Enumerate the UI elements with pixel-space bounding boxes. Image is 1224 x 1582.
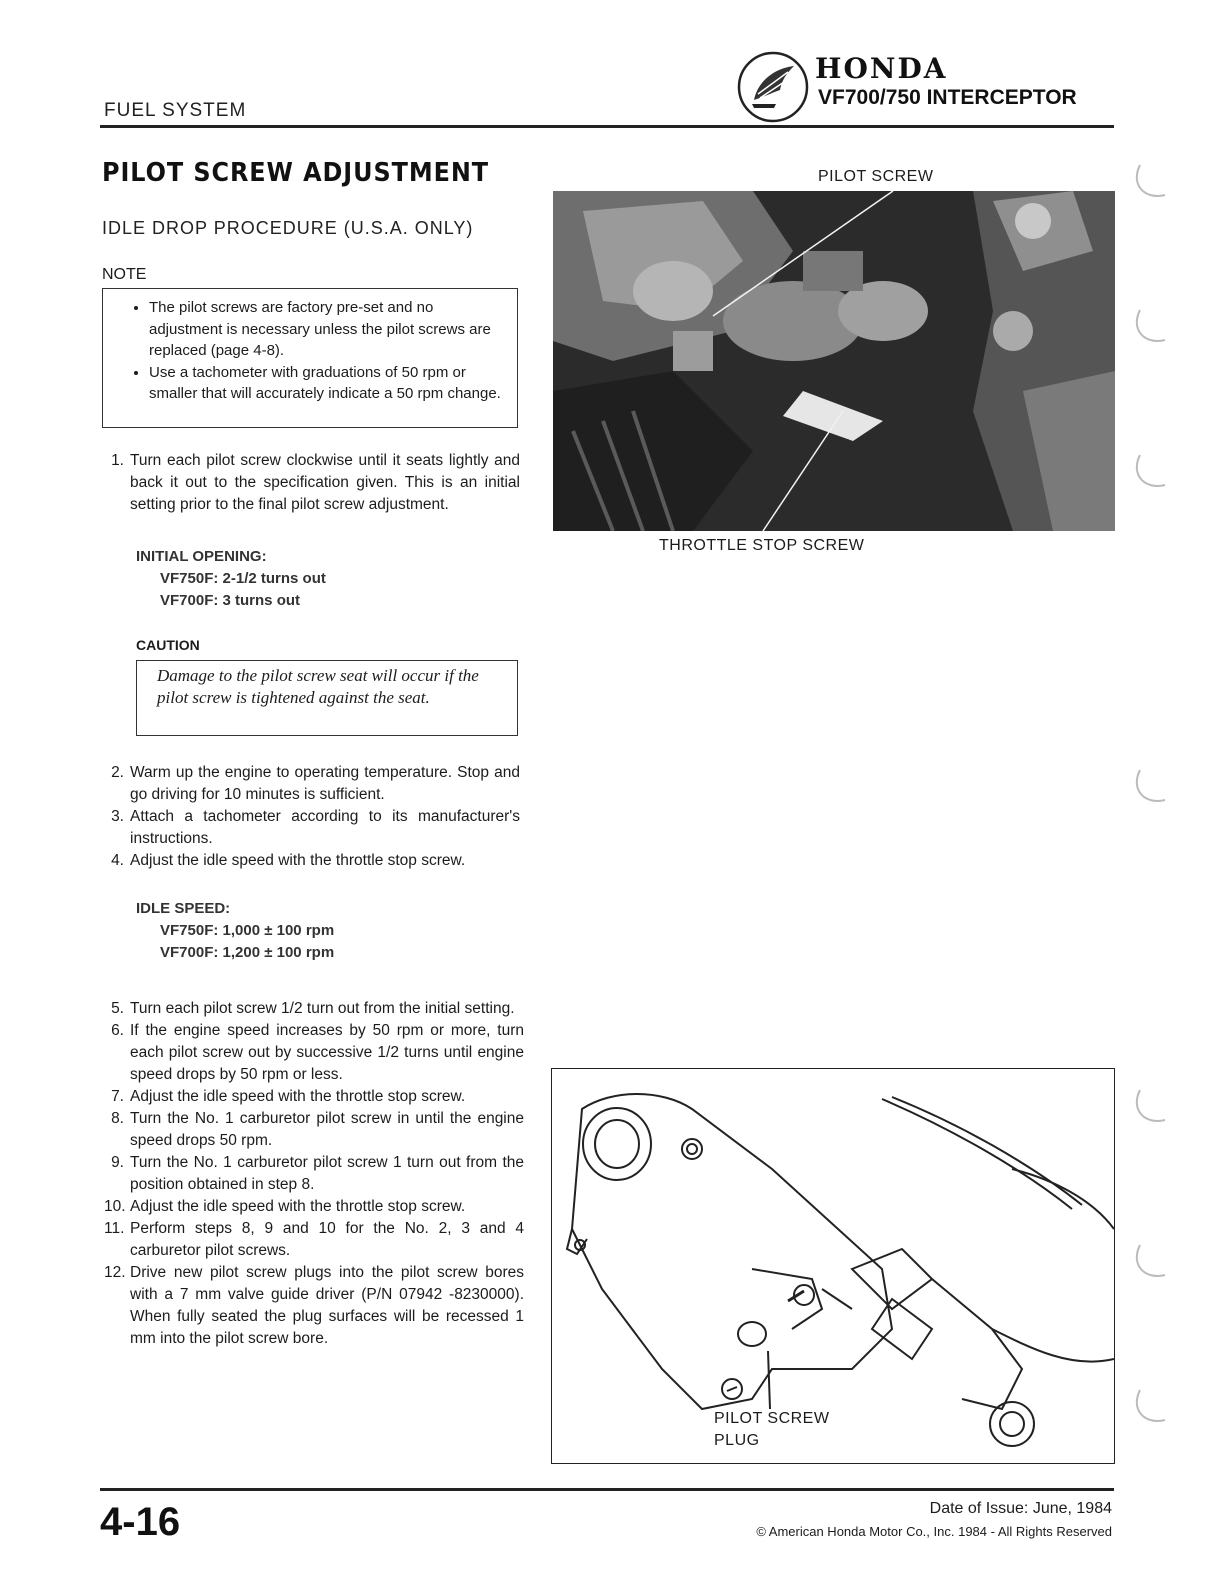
- model-name: VF700/750 INTERCEPTOR: [818, 86, 1077, 109]
- spec-label: IDLE SPEED:: [136, 900, 231, 917]
- step-item: [104, 1108, 524, 1152]
- copyright: © American Honda Motor Co., Inc. 1984 - All Rights Reserved: [756, 1524, 1112, 1539]
- step-list-2: [104, 762, 520, 872]
- honda-wing-logo: [736, 50, 810, 124]
- step-item: [104, 1196, 524, 1218]
- page-number: 4-16: [100, 1500, 181, 1544]
- step-item: [104, 1020, 524, 1086]
- section-title: FUEL SYSTEM: [104, 100, 247, 121]
- step-text: Attach a tachometer according to its manufacturer's instructions.: [130, 808, 520, 847]
- step-item: [104, 998, 524, 1020]
- brand-name: HONDA: [815, 52, 948, 85]
- step-item: [104, 450, 520, 516]
- binding-mark: [1120, 1380, 1180, 1440]
- issue-date: Date of Issue: June, 1984: [929, 1500, 1112, 1517]
- caution-label: CAUTION: [136, 637, 200, 653]
- step-text: Adjust the idle speed with the throttle stop screw.: [130, 1088, 466, 1105]
- step-text: If the engine speed increases by 50 rpm or more, turn each pilot screw out by successive 1/2 turns until engine speed drops by 50 rpm or less.: [130, 1022, 524, 1083]
- step-number: 4.: [111, 852, 124, 869]
- note-label: NOTE: [102, 266, 147, 283]
- figure2-label-line: PILOT SCREW: [714, 1410, 830, 1427]
- step-item: [104, 806, 520, 850]
- step-text: Warm up the engine to operating temperature. Stop and go driving for 10 minutes is sufficient.: [130, 764, 520, 803]
- binding-mark: [1120, 760, 1180, 820]
- header-rule: [100, 125, 1114, 128]
- idle-speed-spec: [136, 898, 334, 964]
- binding-mark: [1120, 1080, 1180, 1140]
- spec-line: VF700F: 3 turns out: [160, 592, 301, 609]
- procedure-subtitle: IDLE DROP PROCEDURE (U.S.A. ONLY): [102, 218, 474, 238]
- spec-line: VF700F: 1,200 ± 100 rpm: [160, 944, 335, 961]
- step-number: 1.: [111, 452, 124, 469]
- page-title: PILOT SCREW ADJUSTMENT: [102, 158, 490, 188]
- step-text: Drive new pilot screw plugs into the pilot screw bores with a 7 mm valve guide driver (P/N 07942 -8230000). When fully seated the plug surfaces will be recessed 1 mm into the pilot screw bore.: [130, 1264, 524, 1347]
- step-text: Adjust the idle speed with the throttle stop screw.: [130, 852, 466, 869]
- binding-mark: [1120, 300, 1180, 360]
- step-text: Turn the No. 1 carburetor pilot screw in until the engine speed drops 50 rpm.: [130, 1110, 524, 1149]
- step-item: [104, 1086, 524, 1108]
- step-number: 9.: [111, 1154, 124, 1171]
- binding-mark: [1120, 155, 1180, 215]
- note-box: [102, 288, 518, 428]
- footer-rule: [100, 1488, 1114, 1491]
- caution-text: Damage to the pilot screw seat will occur if the pilot screw is tightened against the seat.: [157, 666, 479, 707]
- step-number: 3.: [111, 808, 124, 825]
- step-text: Turn each pilot screw 1/2 turn out from the initial setting.: [130, 1000, 515, 1017]
- initial-opening-spec: [136, 546, 326, 612]
- step-number: 8.: [111, 1110, 124, 1127]
- step-item: [104, 762, 520, 806]
- spec-line: VF750F: 2-1/2 turns out: [160, 570, 326, 587]
- step-text: Turn the No. 1 carburetor pilot screw 1 turn out from the position obtained in step 8.: [130, 1154, 524, 1193]
- pilot-screw-plug-diagram: [551, 1068, 1115, 1464]
- caution-box: [136, 660, 518, 736]
- spec-line: VF750F: 1,000 ± 100 rpm: [160, 922, 335, 939]
- step-list-1: [104, 450, 520, 516]
- figure2-label: [714, 1408, 829, 1452]
- step-item: [104, 850, 520, 872]
- step-number: 12.: [104, 1264, 126, 1281]
- binding-mark: [1120, 445, 1180, 505]
- figure1-label-pilot-screw: PILOT SCREW: [818, 168, 934, 185]
- step-item: [104, 1152, 524, 1196]
- step-item: [104, 1262, 524, 1350]
- step-item: [104, 1218, 524, 1262]
- step-number: 7.: [111, 1088, 124, 1105]
- step-number: 5.: [111, 1000, 124, 1017]
- step-text: Turn each pilot screw clockwise until it seats lightly and back it out to the specification given. This is an initial setting prior to the final pilot screw adjustment.: [130, 452, 520, 513]
- note-item: • Use a tachometer with graduations of 50 rpm or smaller that will accurately indicate a 50 rpm change.: [149, 362, 501, 405]
- note-item: • The pilot screws are factory pre-set and no adjustment is necessary unless the pilot screws are replaced (page 4-8).: [149, 297, 501, 362]
- step-number: 2.: [111, 764, 124, 781]
- carburetor-photo: [553, 191, 1115, 531]
- figure2-label-line: PLUG: [714, 1432, 760, 1449]
- binding-mark: [1120, 1235, 1180, 1295]
- step-number: 11.: [104, 1220, 125, 1237]
- step-number: 6.: [111, 1022, 124, 1039]
- figure1-label-throttle-stop-screw: THROTTLE STOP SCREW: [659, 537, 865, 554]
- step-text: Perform steps 8, 9 and 10 for the No. 2, 3 and 4 carburetor pilot screws.: [130, 1220, 524, 1259]
- step-list-3: [104, 998, 524, 1350]
- spec-label: INITIAL OPENING:: [136, 548, 267, 565]
- step-text: Adjust the idle speed with the throttle stop screw.: [130, 1198, 466, 1215]
- step-number: 10.: [104, 1198, 126, 1215]
